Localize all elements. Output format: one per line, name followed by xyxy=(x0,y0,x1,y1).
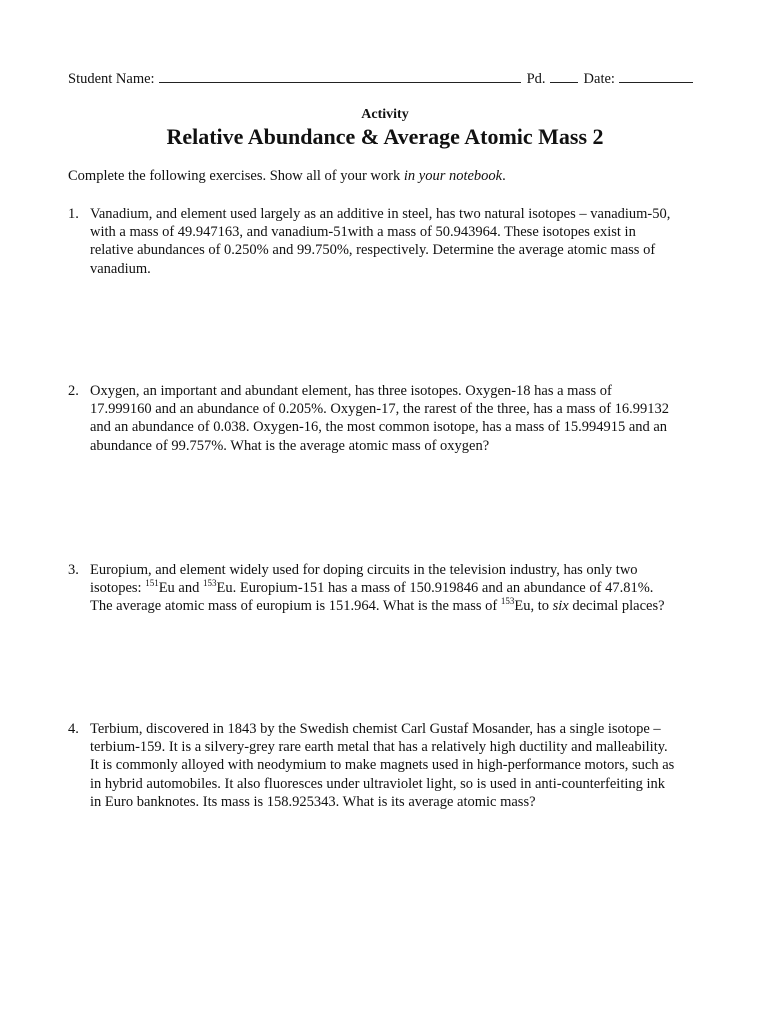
question-line: vanadium. xyxy=(90,260,151,277)
isotope-superscript: 153 xyxy=(500,596,515,607)
question-line: in hybrid automobiles. It also fluoresces under ultraviolet light, so is used in anti-counterfeiting ink xyxy=(90,775,666,792)
question-line: in Euro banknotes. Its mass is 158.925343. What is its average atomic mass? xyxy=(90,793,536,810)
instructions xyxy=(68,168,506,185)
question-4 xyxy=(68,720,708,811)
question-line: terbium-159. It is a silvery-grey rare earth metal that has a relatively high ductility and malleability. xyxy=(90,739,668,756)
question-line: abundance of 99.757%. What is the average atomic mass of oxygen? xyxy=(90,437,490,454)
page-title: Relative Abundance & Average Atomic Mass 2 xyxy=(166,124,604,149)
text-fragment: Eu, to xyxy=(514,598,553,615)
question-line: Vanadium, and element used largely as an additive in steel, has two natural isotopes – vanadium-50, xyxy=(90,206,671,222)
student-name-blank[interactable] xyxy=(159,70,521,83)
question-line: It is commonly alloyed with neodymium to make magnets used in high-performance motors, such as xyxy=(90,757,675,774)
instructions-emphasis: in your notebook xyxy=(403,168,503,184)
question-1 xyxy=(68,205,708,278)
period-blank[interactable] xyxy=(550,70,578,83)
activity-label: Activity xyxy=(361,107,409,122)
isotope-superscript: 153 xyxy=(202,578,217,589)
text-fragment: isotopes: xyxy=(90,580,146,597)
question-line xyxy=(90,597,708,615)
question-line: with a mass of 49.947163, and vanadium-51with a mass of 50.943964. These isotopes exist in xyxy=(90,224,636,241)
instructions-end: . xyxy=(502,168,506,184)
question-line xyxy=(90,579,708,597)
question-line: and an abundance of 0.038. Oxygen-16, the most common isotope, has a mass of 15.994915 and an xyxy=(90,419,668,436)
student-name-label: Student Name: xyxy=(68,71,155,87)
question-line: Terbium, discovered in 1843 by the Swedish chemist Carl Gustaf Mosander, has a single isotope – xyxy=(90,721,661,737)
question-number: 4. xyxy=(68,721,79,737)
text-fragment: Eu and xyxy=(158,580,203,597)
question-number: 1. xyxy=(68,206,79,222)
question-text xyxy=(90,561,708,616)
question-2 xyxy=(68,382,708,455)
isotope-superscript: 151 xyxy=(145,578,159,589)
question-text xyxy=(90,382,708,455)
date-blank[interactable] xyxy=(619,70,693,83)
question-3 xyxy=(68,561,708,616)
question-line: Europium, and element widely used for doping circuits in the television industry, has only two xyxy=(90,562,638,578)
question-number: 2. xyxy=(68,383,79,399)
text-fragment: The average atomic mass of europium is 151.964. What is the mass of xyxy=(90,598,501,615)
date-label: Date: xyxy=(583,71,615,87)
question-line: 17.999160 and an abundance of 0.205%. Oxygen-17, the rarest of the three, has a mass of 16.99132 xyxy=(90,401,670,418)
text-fragment: Eu. Europium-151 has a mass of 150.919846 and an abundance of 47.81%. xyxy=(216,580,654,597)
text-fragment: decimal places? xyxy=(568,598,665,615)
question-number: 3. xyxy=(68,562,79,578)
period-label: Pd. xyxy=(526,71,546,87)
question-text xyxy=(90,720,708,811)
question-text xyxy=(90,205,708,278)
question-line: Oxygen, an important and abundant element, has three isotopes. Oxygen-18 has a mass of xyxy=(90,383,612,399)
student-info-header xyxy=(68,70,700,88)
question-line: relative abundances of 0.250% and 99.750%, respectively. Determine the average atomic mass of xyxy=(90,242,656,259)
emphasis-text: six xyxy=(552,598,569,615)
instructions-text: Complete the following exercises. Show all of your work xyxy=(68,168,404,184)
